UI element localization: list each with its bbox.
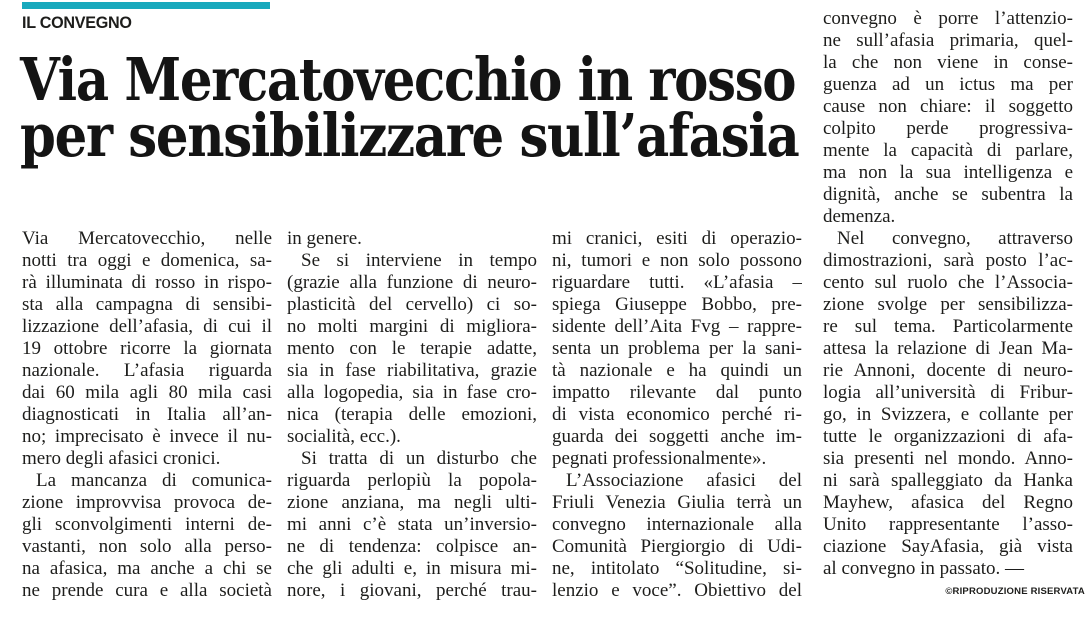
copyright-notice: ©RIPRODUZIONE RISERVATA — [945, 586, 1085, 597]
body-line: 19 ottobre ricorre la giornata — [22, 338, 272, 359]
body-line: diagnosticati in Italia all’an- — [22, 404, 272, 425]
body-line: mento con le terapie adatte, — [287, 338, 537, 359]
body-line: ni, tumori e non solo possono — [552, 250, 802, 271]
paragraph — [22, 228, 272, 470]
kicker-label: IL CONVEGNO — [22, 13, 132, 32]
body-line: socialità, ecc.). — [287, 426, 401, 447]
body-line: gli sconvolgimenti interni de- — [22, 514, 272, 535]
body-line: tà nazionale e ha quindi un — [552, 360, 802, 381]
body-line: logia all’università di Fribur- — [823, 382, 1073, 403]
article-column-1 — [22, 228, 272, 602]
body-line: ciazione SayAfasia, già vista — [823, 536, 1073, 557]
body-line: convegno è porre l’attenzio- — [823, 8, 1073, 29]
body-line: demenza. — [823, 206, 896, 227]
body-line: guenza ad un ictus ma per — [823, 74, 1073, 95]
body-line: mi cranici, esiti di operazio- — [552, 228, 802, 249]
body-line: vastanti, non solo alla perso- — [22, 536, 272, 557]
body-line: ne di tendenza: colpisce an- — [287, 536, 537, 557]
body-line: lenzio e voce”. Obiettivo del — [552, 580, 802, 601]
body-line: L’Associazione afasici del — [566, 470, 802, 491]
body-line: ma non la sua intelligenza e — [823, 162, 1073, 183]
body-line: alla logopedia, sia in fase cro- — [287, 382, 537, 403]
article-column-3 — [552, 228, 802, 602]
body-line: zione improvvisa provoca de- — [22, 492, 272, 513]
body-line: (grazie alla funzione di neuro- — [287, 272, 537, 293]
body-line: dimostrazioni, sarà posto l’ac- — [823, 250, 1073, 271]
body-line: attesa la relazione di Jean Ma- — [823, 338, 1073, 359]
body-line: sia in fase riabilitativa, grazie — [287, 360, 537, 381]
body-line: rie Annoni, docente di neuro- — [823, 360, 1073, 381]
body-line: dai 60 mila agli 80 mila casi — [22, 382, 272, 403]
body-line: mi anni c’è stata un’inversio- — [287, 514, 537, 535]
body-line: al convegno in passato. — — [823, 558, 1025, 579]
paragraph — [823, 228, 1073, 580]
body-line: tutte le organizzazioni di afa- — [823, 426, 1073, 447]
body-line: in genere. — [287, 228, 362, 249]
paragraph — [22, 470, 272, 602]
body-line: impatto rilevante dal punto — [552, 382, 802, 403]
body-line: la che non viene in conse- — [823, 52, 1073, 73]
article-column-2 — [287, 228, 537, 602]
body-line: rà illuminata di rosso in rispo- — [22, 272, 272, 293]
body-line: sidente dell’Aita Fvg – rappre- — [552, 316, 802, 337]
body-line: Via Mercatovecchio, nelle — [22, 228, 272, 249]
body-line: ne, intitolato “Solitudine, si- — [552, 558, 802, 579]
body-line: cento sul ruolo che l’Associa- — [823, 272, 1073, 293]
headline-line-1: Via Mercatovecchio in rosso — [20, 45, 796, 114]
body-line: mente la capacità di parlare, — [823, 140, 1073, 161]
body-line: re sul tema. Particolarmente — [823, 316, 1073, 337]
paragraph — [287, 448, 537, 602]
body-line: plasticità del cervello) ci so- — [287, 294, 537, 315]
body-line: spiega Giuseppe Bobbo, pre- — [552, 294, 802, 315]
body-line: nazionale. L’afasia riguarda — [22, 360, 272, 381]
body-line: nore, i giovani, perché trau- — [287, 580, 537, 601]
body-line: Si tratta di un disturbo che — [301, 448, 537, 469]
paragraph — [287, 228, 537, 250]
body-line: senta un problema per la sani- — [552, 338, 802, 359]
body-line: sia presenti nel mondo. Anno- — [823, 448, 1073, 469]
body-line: zione svolge per sensibilizza- — [823, 294, 1073, 315]
paragraph — [823, 8, 1073, 228]
article-column-4 — [823, 8, 1073, 580]
paragraph — [287, 250, 537, 448]
body-line: mero degli afasici cronici. — [22, 448, 221, 469]
body-line: dignità, anche se subentra la — [823, 184, 1073, 205]
body-line: sta alla campagna di sensibi- — [22, 294, 272, 315]
body-line: Comunità Piergiorgio di Udi- — [552, 536, 802, 557]
body-line: La mancanza di comunica- — [36, 470, 272, 491]
body-line: convegno internazionale alla — [552, 514, 802, 535]
body-line: di vista economico perché ri- — [552, 404, 802, 425]
body-line: che gli adulti e, in misura mi- — [287, 558, 537, 579]
body-line: guarda dei soggetti anche im- — [552, 426, 802, 447]
body-line: go, in Svizzera, e collante per — [823, 404, 1073, 425]
body-line: lizzazione dell’afasia, di cui il — [22, 316, 272, 337]
body-line: pegnati professionalmente». — [552, 448, 767, 469]
body-line: colpito perde progressiva- — [823, 118, 1073, 139]
body-line: no; imprecisato è invece il nu- — [22, 426, 272, 447]
body-line: Nel convegno, attraverso — [837, 228, 1073, 249]
body-line: Mayhew, afasica del Regno — [823, 492, 1073, 513]
body-line: Friuli Venezia Giulia terrà un — [552, 492, 802, 513]
body-line: no molti margini di migliora- — [287, 316, 537, 337]
body-line: riguarda perlopiù la popola- — [287, 470, 537, 491]
headline — [20, 45, 830, 170]
body-line: ne prende cura e alla società — [22, 580, 272, 601]
body-line: Unito rappresentante l’asso- — [823, 514, 1073, 535]
kicker-accent-bar — [22, 2, 270, 9]
paragraph — [552, 228, 802, 470]
body-line: na afasica, ma anche a chi se — [22, 558, 272, 579]
body-line: nica (terapia delle emozioni, — [287, 404, 537, 425]
body-line: ne sull’afasia primaria, quel- — [823, 30, 1073, 51]
paragraph — [552, 470, 802, 602]
body-line: riguardare tutti. «L’afasia – — [552, 272, 802, 293]
headline-line-2: per sensibilizzare sull’afasia — [20, 101, 799, 170]
body-line: zione anziana, ma negli ulti- — [287, 492, 537, 513]
body-line: ni sarà spalleggiato da Hanka — [823, 470, 1073, 491]
body-line: cause non chiare: il soggetto — [823, 96, 1073, 117]
body-line: Se si interviene in tempo — [301, 250, 537, 271]
body-line: notti tra oggi e domenica, sa- — [22, 250, 272, 271]
